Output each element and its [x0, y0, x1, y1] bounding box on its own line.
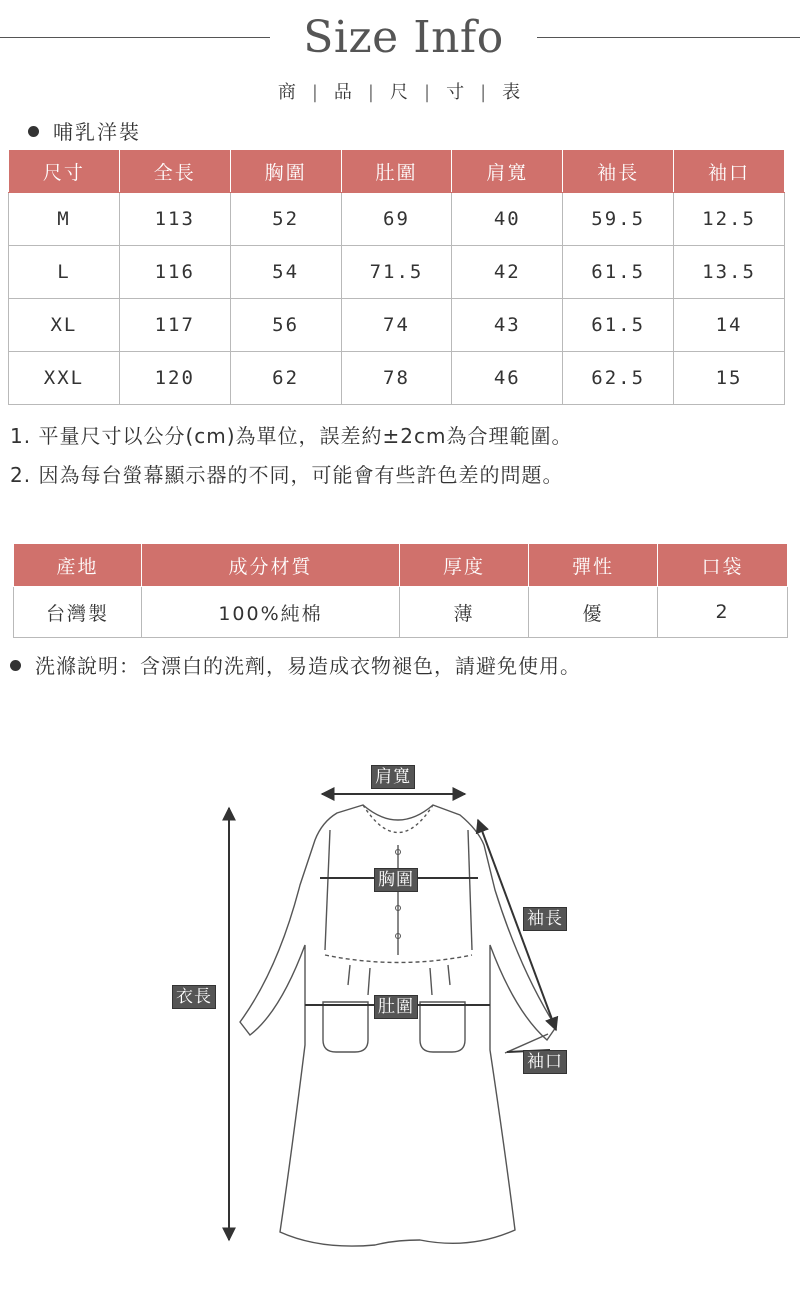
note-color: 2. 因為每台螢幕顯示器的不同，可能會有些許色差的問題。	[10, 463, 564, 487]
table-cell: 43	[452, 299, 563, 352]
size-table	[8, 149, 785, 405]
product-name: 哺乳洋裝	[53, 120, 141, 144]
col-header: 袖長	[563, 150, 674, 193]
label-total-length: 衣長	[172, 985, 216, 1009]
col-header: 袖口	[674, 150, 785, 193]
label-chest: 胸圍	[374, 868, 418, 892]
table-row	[9, 246, 785, 299]
size-cell: XL	[9, 299, 120, 352]
subtitle-char: 尺	[390, 82, 410, 103]
table-cell: 62	[230, 352, 341, 405]
info-table	[13, 543, 788, 638]
size-cell: M	[9, 193, 120, 246]
table-cell: 71.5	[341, 246, 452, 299]
origin-cell: 台灣製	[14, 587, 142, 638]
table-cell: 13.5	[674, 246, 785, 299]
size-table-header	[9, 150, 785, 193]
header-rule-right	[537, 37, 800, 38]
col-header: 肚圍	[341, 150, 452, 193]
label-waist: 肚圍	[374, 995, 418, 1019]
bullet-dot	[28, 126, 39, 137]
table-cell: 78	[341, 352, 452, 405]
thickness-cell: 薄	[400, 587, 529, 638]
table-cell: 15	[674, 352, 785, 405]
subtitle: 商 | 品 | 尺 | 寸 | 表	[277, 82, 523, 103]
elasticity-cell: 優	[529, 587, 658, 638]
col-header: 胸圍	[230, 150, 341, 193]
label-shoulder: 肩寬	[371, 765, 415, 789]
table-cell: 61.5	[563, 246, 674, 299]
size-cell: L	[9, 246, 120, 299]
table-cell: 117	[119, 299, 230, 352]
table-cell: 52	[230, 193, 341, 246]
info-table-header	[14, 544, 788, 587]
subtitle-char: 寸	[446, 82, 467, 103]
table-cell: 56	[230, 299, 341, 352]
table-cell: 14	[674, 299, 785, 352]
header-rule-left	[0, 37, 270, 38]
table-cell: 113	[119, 193, 230, 246]
dress-diagram	[0, 740, 800, 1280]
subtitle-char: 表	[502, 82, 523, 103]
bullet-dot	[10, 660, 21, 671]
subtitle-char: 品	[333, 82, 354, 103]
table-cell: 120	[119, 352, 230, 405]
table-cell: 54	[230, 246, 341, 299]
table-cell: 116	[119, 246, 230, 299]
table-cell: 74	[341, 299, 452, 352]
page-title: Size Info	[303, 12, 504, 63]
material-cell: 100%純棉	[142, 587, 400, 638]
subtitle-char: 商	[277, 82, 298, 103]
col-header: 產地	[14, 544, 142, 587]
label-cuff: 袖口	[523, 1050, 567, 1074]
wash-note: 洗滌說明：含漂白的洗劑，易造成衣物褪色，請避免使用。	[35, 654, 581, 678]
col-header: 成分材質	[142, 544, 400, 587]
size-cell: XXL	[9, 352, 120, 405]
col-header: 厚度	[400, 544, 529, 587]
product-name-line	[28, 116, 141, 145]
col-header: 尺寸	[9, 150, 120, 193]
table-cell: 61.5	[563, 299, 674, 352]
col-header: 彈性	[529, 544, 658, 587]
label-sleeve-length: 袖長	[523, 907, 567, 931]
table-cell: 69	[341, 193, 452, 246]
note-measurement: 1. 平量尺寸以公分(cm)為單位，誤差約±2cm為合理範圍。	[10, 424, 573, 448]
col-header: 全長	[119, 150, 230, 193]
table-row	[9, 299, 785, 352]
wash-note-line	[10, 650, 581, 679]
pocket-cell: 2	[658, 587, 788, 638]
col-header: 肩寬	[452, 150, 563, 193]
table-cell: 62.5	[563, 352, 674, 405]
table-row	[9, 352, 785, 405]
table-cell: 12.5	[674, 193, 785, 246]
table-cell: 42	[452, 246, 563, 299]
col-header: 口袋	[658, 544, 788, 587]
table-cell: 40	[452, 193, 563, 246]
table-cell: 59.5	[563, 193, 674, 246]
table-row	[14, 587, 788, 638]
table-row	[9, 193, 785, 246]
table-cell: 46	[452, 352, 563, 405]
